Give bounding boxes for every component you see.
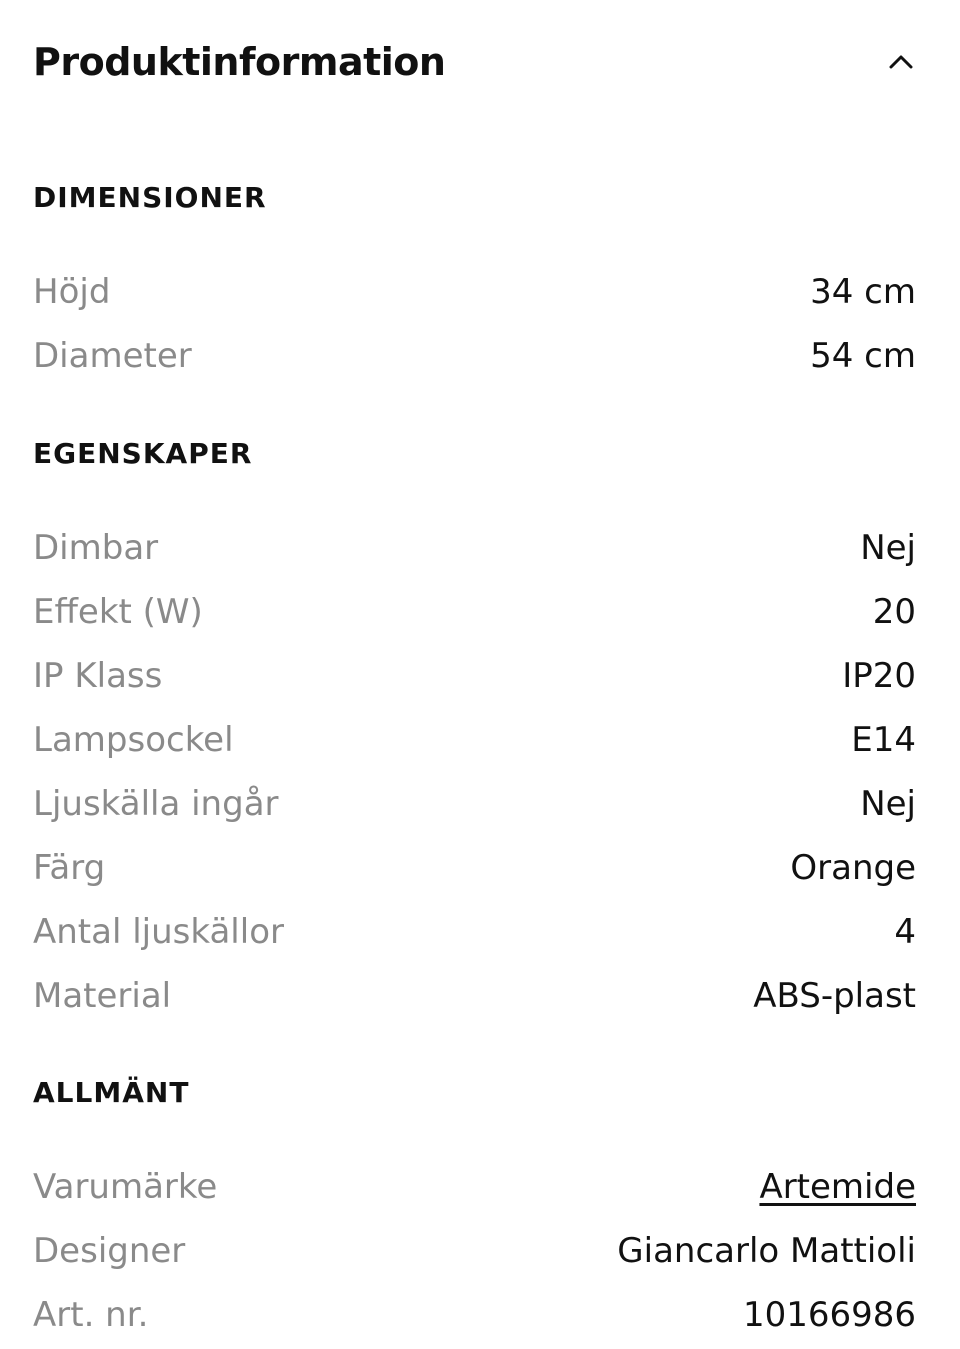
spec-row-varumarke bbox=[33, 1155, 916, 1219]
product-info-toggle[interactable] bbox=[33, 28, 916, 96]
section-title: Produktinformation bbox=[33, 40, 446, 84]
spec-row-material bbox=[33, 964, 916, 1028]
spec-value: Nej bbox=[860, 784, 916, 824]
brand-link[interactable]: Artemide bbox=[759, 1167, 916, 1207]
chevron-up-icon[interactable] bbox=[886, 47, 916, 77]
spec-row-designer bbox=[33, 1219, 916, 1283]
section-dimensioner bbox=[33, 178, 916, 388]
section-allmant bbox=[33, 1073, 916, 1347]
spec-label: Antal ljuskällor bbox=[33, 912, 284, 952]
spec-row-lampsockel bbox=[33, 708, 916, 772]
spec-value: IP20 bbox=[842, 656, 916, 696]
section-heading: EGENSKAPER bbox=[33, 437, 253, 470]
spec-value: Giancarlo Mattioli bbox=[617, 1231, 916, 1271]
spec-row-farg bbox=[33, 836, 916, 900]
spec-value: E14 bbox=[851, 720, 916, 760]
spec-value: 10166986 bbox=[742, 1295, 916, 1335]
spec-row-hojd bbox=[33, 260, 916, 324]
spec-row-effekt bbox=[33, 580, 916, 644]
spec-label: Höjd bbox=[33, 272, 111, 312]
spec-label: Dimbar bbox=[33, 528, 159, 568]
spec-label: Diameter bbox=[33, 336, 192, 376]
spec-row-art-nr bbox=[33, 1283, 916, 1347]
spec-value: 54 cm bbox=[810, 336, 916, 376]
spec-label: Material bbox=[33, 976, 172, 1016]
spec-label: Färg bbox=[33, 848, 106, 888]
spec-label: IP Klass bbox=[33, 656, 163, 696]
spec-value: ABS-plast bbox=[753, 976, 916, 1016]
spec-label: Lampsockel bbox=[33, 720, 234, 760]
spec-label: Varumärke bbox=[33, 1167, 218, 1207]
spec-value: 20 bbox=[872, 592, 916, 632]
section-heading: DIMENSIONER bbox=[33, 181, 267, 214]
spec-row-antal-ljuskallor bbox=[33, 900, 916, 964]
spec-value: 34 cm bbox=[810, 272, 916, 312]
spec-label: Designer bbox=[33, 1231, 186, 1271]
spec-row-ip-klass bbox=[33, 644, 916, 708]
spec-value: Nej bbox=[860, 528, 916, 568]
section-egenskaper bbox=[33, 434, 916, 1028]
spec-value: Orange bbox=[790, 848, 916, 888]
spec-row-diameter bbox=[33, 324, 916, 388]
spec-row-dimbar bbox=[33, 516, 916, 580]
spec-label: Ljuskälla ingår bbox=[33, 784, 279, 824]
spec-label: Effekt (W) bbox=[33, 592, 203, 632]
spec-row-ljuskalla-ingar bbox=[33, 772, 916, 836]
spec-label: Art. nr. bbox=[33, 1295, 149, 1335]
section-heading: ALLMÄNT bbox=[33, 1076, 190, 1109]
spec-value: 4 bbox=[894, 912, 916, 952]
